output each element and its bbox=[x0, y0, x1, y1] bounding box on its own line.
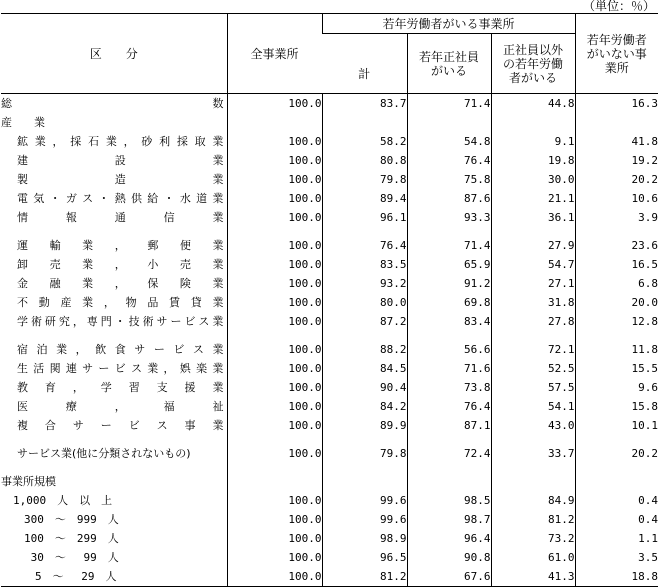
value-cell: 72.1 bbox=[491, 340, 575, 359]
value-cell: 20.0 bbox=[575, 293, 658, 312]
value-cell: 23.6 bbox=[575, 236, 658, 255]
value-cell: 100.0 bbox=[227, 548, 322, 567]
value-cell bbox=[322, 331, 407, 340]
header-regular-employees: 若年正社員がいる bbox=[407, 34, 491, 94]
row-label: 5 ～ 29 人 bbox=[1, 567, 227, 587]
value-cell: 100.0 bbox=[227, 255, 322, 274]
row-label: 卸 売 業 ， 小 売 業 bbox=[17, 258, 224, 271]
value-cell: 31.8 bbox=[491, 293, 575, 312]
value-cell: 80.8 bbox=[322, 151, 407, 170]
value-cell: 100.0 bbox=[227, 567, 322, 587]
value-cell: 33.7 bbox=[491, 444, 575, 463]
row-label bbox=[1, 463, 227, 472]
value-cell: 15.8 bbox=[575, 397, 658, 416]
value-cell: 83.4 bbox=[407, 312, 491, 331]
value-cell: 93.3 bbox=[407, 208, 491, 227]
header-category: 区 分 bbox=[1, 14, 227, 94]
table-row bbox=[1, 397, 658, 416]
value-cell: 19.8 bbox=[491, 151, 575, 170]
value-cell: 100.0 bbox=[227, 359, 322, 378]
value-cell bbox=[407, 435, 491, 444]
value-cell: 81.2 bbox=[322, 567, 407, 587]
table-row bbox=[1, 94, 658, 114]
value-cell: 16.5 bbox=[575, 255, 658, 274]
table-row bbox=[1, 378, 658, 397]
value-cell: 76.4 bbox=[407, 151, 491, 170]
value-cell: 88.2 bbox=[322, 340, 407, 359]
value-cell: 87.6 bbox=[407, 189, 491, 208]
table-row bbox=[1, 293, 658, 312]
value-cell bbox=[407, 113, 491, 132]
value-cell bbox=[227, 463, 322, 472]
value-cell: 75.8 bbox=[407, 170, 491, 189]
value-cell bbox=[491, 331, 575, 340]
value-cell bbox=[575, 472, 658, 491]
value-cell: 30.0 bbox=[491, 170, 575, 189]
value-cell: 90.4 bbox=[322, 378, 407, 397]
value-cell bbox=[227, 113, 322, 132]
value-cell: 84.9 bbox=[491, 491, 575, 510]
value-cell: 100.0 bbox=[227, 236, 322, 255]
value-cell: 54.8 bbox=[407, 132, 491, 151]
value-cell: 100.0 bbox=[227, 491, 322, 510]
table-row bbox=[1, 132, 658, 151]
value-cell: 76.4 bbox=[407, 397, 491, 416]
value-cell: 16.3 bbox=[575, 94, 658, 114]
spacer-row bbox=[1, 227, 658, 236]
value-cell: 52.5 bbox=[491, 359, 575, 378]
value-cell: 69.8 bbox=[407, 293, 491, 312]
value-cell: 56.6 bbox=[407, 340, 491, 359]
value-cell: 1.1 bbox=[575, 529, 658, 548]
table-row bbox=[1, 274, 658, 293]
value-cell: 57.5 bbox=[491, 378, 575, 397]
value-cell: 73.8 bbox=[407, 378, 491, 397]
value-cell: 100.0 bbox=[227, 340, 322, 359]
value-cell bbox=[322, 113, 407, 132]
table-row bbox=[1, 416, 658, 435]
table-row bbox=[1, 113, 658, 132]
value-cell: 100.0 bbox=[227, 444, 322, 463]
value-cell: 87.2 bbox=[322, 312, 407, 331]
value-cell: 36.1 bbox=[491, 208, 575, 227]
value-cell: 80.0 bbox=[322, 293, 407, 312]
value-cell: 100.0 bbox=[227, 416, 322, 435]
row-label bbox=[1, 331, 227, 340]
value-cell bbox=[575, 331, 658, 340]
header-with-young-workers: 若年労働者がいる事業所 bbox=[322, 14, 575, 34]
value-cell: 27.8 bbox=[491, 312, 575, 331]
table-row bbox=[1, 151, 658, 170]
value-cell: 76.4 bbox=[322, 236, 407, 255]
value-cell: 58.2 bbox=[322, 132, 407, 151]
table-row bbox=[1, 548, 658, 567]
value-cell: 99.6 bbox=[322, 510, 407, 529]
value-cell bbox=[575, 435, 658, 444]
value-cell: 99.6 bbox=[322, 491, 407, 510]
row-label: 産 業 bbox=[1, 116, 45, 129]
value-cell: 100.0 bbox=[227, 208, 322, 227]
value-cell bbox=[575, 463, 658, 472]
value-cell: 100.0 bbox=[227, 312, 322, 331]
value-cell: 100.0 bbox=[227, 397, 322, 416]
unit-label: （単位：％） bbox=[582, 0, 655, 13]
value-cell: 100.0 bbox=[227, 151, 322, 170]
row-label: 鉱 業 ， 採 石 業 ， 砂 利 採 取 業 bbox=[17, 135, 224, 148]
row-label: 事業所規模 bbox=[1, 475, 56, 488]
value-cell bbox=[491, 463, 575, 472]
row-label: 製 造 業 bbox=[17, 173, 224, 186]
spacer-row bbox=[1, 331, 658, 340]
row-label: 総 数 bbox=[1, 97, 224, 110]
value-cell: 100.0 bbox=[227, 293, 322, 312]
value-cell: 96.4 bbox=[407, 529, 491, 548]
value-cell: 100.0 bbox=[227, 529, 322, 548]
value-cell: 84.5 bbox=[322, 359, 407, 378]
value-cell bbox=[322, 227, 407, 236]
value-cell: 98.7 bbox=[407, 510, 491, 529]
value-cell: 18.8 bbox=[575, 567, 658, 587]
value-cell: 12.8 bbox=[575, 312, 658, 331]
value-cell bbox=[407, 227, 491, 236]
value-cell: 96.1 bbox=[322, 208, 407, 227]
row-label: 1,000 人 以 上 bbox=[13, 494, 113, 507]
value-cell: 10.6 bbox=[575, 189, 658, 208]
value-cell: 27.1 bbox=[491, 274, 575, 293]
value-cell: 100.0 bbox=[227, 510, 322, 529]
row-label: 教 育 ， 学 習 支 援 業 bbox=[17, 381, 224, 394]
value-cell: 84.2 bbox=[322, 397, 407, 416]
table-row bbox=[1, 529, 658, 548]
value-cell bbox=[575, 113, 658, 132]
value-cell: 72.4 bbox=[407, 444, 491, 463]
table-row bbox=[1, 491, 658, 510]
value-cell: 27.9 bbox=[491, 236, 575, 255]
value-cell bbox=[491, 472, 575, 491]
value-cell: 0.4 bbox=[575, 491, 658, 510]
row-label: 不 動 産 業 ， 物 品 賃 貸 業 bbox=[17, 296, 224, 309]
value-cell: 100.0 bbox=[227, 189, 322, 208]
value-cell: 41.8 bbox=[575, 132, 658, 151]
value-cell: 93.2 bbox=[322, 274, 407, 293]
row-label: サービス業(他に分類されないもの) bbox=[17, 447, 191, 460]
value-cell: 54.1 bbox=[491, 397, 575, 416]
row-label: 300 ～ 999 人 bbox=[13, 513, 119, 526]
row-label: 情 報 通 信 業 bbox=[17, 211, 224, 224]
value-cell: 89.4 bbox=[322, 189, 407, 208]
row-label: 複 合 サ ー ビ ス 事 業 bbox=[17, 419, 224, 432]
value-cell: 98.9 bbox=[322, 529, 407, 548]
row-label: 電 気 ・ ガ ス ・ 熱 供 給 ・ 水 道 業 bbox=[17, 192, 224, 205]
value-cell bbox=[322, 435, 407, 444]
value-cell: 79.8 bbox=[322, 444, 407, 463]
value-cell: 73.2 bbox=[491, 529, 575, 548]
table-row bbox=[1, 189, 658, 208]
value-cell: 81.2 bbox=[491, 510, 575, 529]
value-cell: 65.9 bbox=[407, 255, 491, 274]
table-row bbox=[1, 312, 658, 331]
table-row bbox=[1, 510, 658, 529]
row-label bbox=[1, 435, 227, 444]
value-cell bbox=[491, 113, 575, 132]
header-total: 計 bbox=[322, 34, 407, 94]
table-row bbox=[1, 340, 658, 359]
row-label: 医 療 ， 福 祉 bbox=[17, 400, 224, 413]
value-cell: 71.4 bbox=[407, 236, 491, 255]
value-cell bbox=[322, 463, 407, 472]
row-label: 30 ～ 99 人 bbox=[13, 551, 119, 564]
value-cell bbox=[491, 227, 575, 236]
row-label: 100 ～ 299 人 bbox=[13, 532, 119, 545]
header-all-establishments: 全事業所 bbox=[227, 14, 322, 94]
value-cell: 90.8 bbox=[407, 548, 491, 567]
value-cell: 20.2 bbox=[575, 170, 658, 189]
value-cell: 9.1 bbox=[491, 132, 575, 151]
value-cell: 6.8 bbox=[575, 274, 658, 293]
table-row bbox=[1, 236, 658, 255]
value-cell: 91.2 bbox=[407, 274, 491, 293]
row-label bbox=[1, 227, 227, 236]
value-cell: 100.0 bbox=[227, 274, 322, 293]
value-cell: 67.6 bbox=[407, 567, 491, 587]
value-cell bbox=[227, 472, 322, 491]
table-row bbox=[1, 444, 658, 463]
table-row bbox=[1, 359, 658, 378]
value-cell: 61.0 bbox=[491, 548, 575, 567]
value-cell: 44.8 bbox=[491, 94, 575, 114]
value-cell: 83.5 bbox=[322, 255, 407, 274]
row-label: 金 融 業 ， 保 険 業 bbox=[17, 277, 224, 290]
value-cell bbox=[227, 227, 322, 236]
value-cell: 98.5 bbox=[407, 491, 491, 510]
row-label: 生 活 関 連 サ ー ビ ス 業 ， 娯 楽 業 bbox=[17, 362, 224, 375]
value-cell bbox=[407, 472, 491, 491]
value-cell: 10.1 bbox=[575, 416, 658, 435]
value-cell: 71.6 bbox=[407, 359, 491, 378]
value-cell: 15.5 bbox=[575, 359, 658, 378]
row-label: 運 輸 業 ， 郵 便 業 bbox=[17, 239, 224, 252]
value-cell: 0.4 bbox=[575, 510, 658, 529]
value-cell bbox=[322, 472, 407, 491]
value-cell: 20.2 bbox=[575, 444, 658, 463]
value-cell: 89.9 bbox=[322, 416, 407, 435]
value-cell: 3.9 bbox=[575, 208, 658, 227]
spacer-row bbox=[1, 435, 658, 444]
header-without-young-workers: 若年労働者がいない事業所 bbox=[575, 14, 658, 94]
row-label: 宿 泊 業 ， 飲 食 サ ー ビ ス 業 bbox=[17, 343, 224, 356]
value-cell: 83.7 bbox=[322, 94, 407, 114]
value-cell bbox=[227, 435, 322, 444]
value-cell: 3.5 bbox=[575, 548, 658, 567]
value-cell: 100.0 bbox=[227, 170, 322, 189]
value-cell: 9.6 bbox=[575, 378, 658, 397]
value-cell: 87.1 bbox=[407, 416, 491, 435]
value-cell bbox=[407, 331, 491, 340]
value-cell: 100.0 bbox=[227, 378, 322, 397]
value-cell bbox=[491, 435, 575, 444]
value-cell: 100.0 bbox=[227, 132, 322, 151]
table-row bbox=[1, 255, 658, 274]
value-cell: 41.3 bbox=[491, 567, 575, 587]
table-row bbox=[1, 208, 658, 227]
header-non-regular-workers: 正社員以外の若年労働者がいる bbox=[491, 34, 575, 94]
table-body bbox=[1, 94, 658, 587]
value-cell: 54.7 bbox=[491, 255, 575, 274]
value-cell: 43.0 bbox=[491, 416, 575, 435]
row-label: 建 設 業 bbox=[17, 154, 224, 167]
row-label: 学 術 研 究 ， 専 門 ・ 技 術 サ ー ビ ス 業 bbox=[17, 315, 224, 328]
value-cell: 71.4 bbox=[407, 94, 491, 114]
table-row bbox=[1, 170, 658, 189]
table-row bbox=[1, 472, 658, 491]
value-cell: 21.1 bbox=[491, 189, 575, 208]
statistics-table bbox=[1, 13, 658, 587]
spacer-row bbox=[1, 463, 658, 472]
value-cell: 100.0 bbox=[227, 94, 322, 114]
value-cell: 19.2 bbox=[575, 151, 658, 170]
value-cell bbox=[407, 463, 491, 472]
value-cell bbox=[227, 331, 322, 340]
value-cell: 11.8 bbox=[575, 340, 658, 359]
value-cell bbox=[575, 227, 658, 236]
value-cell: 96.5 bbox=[322, 548, 407, 567]
value-cell: 79.8 bbox=[322, 170, 407, 189]
